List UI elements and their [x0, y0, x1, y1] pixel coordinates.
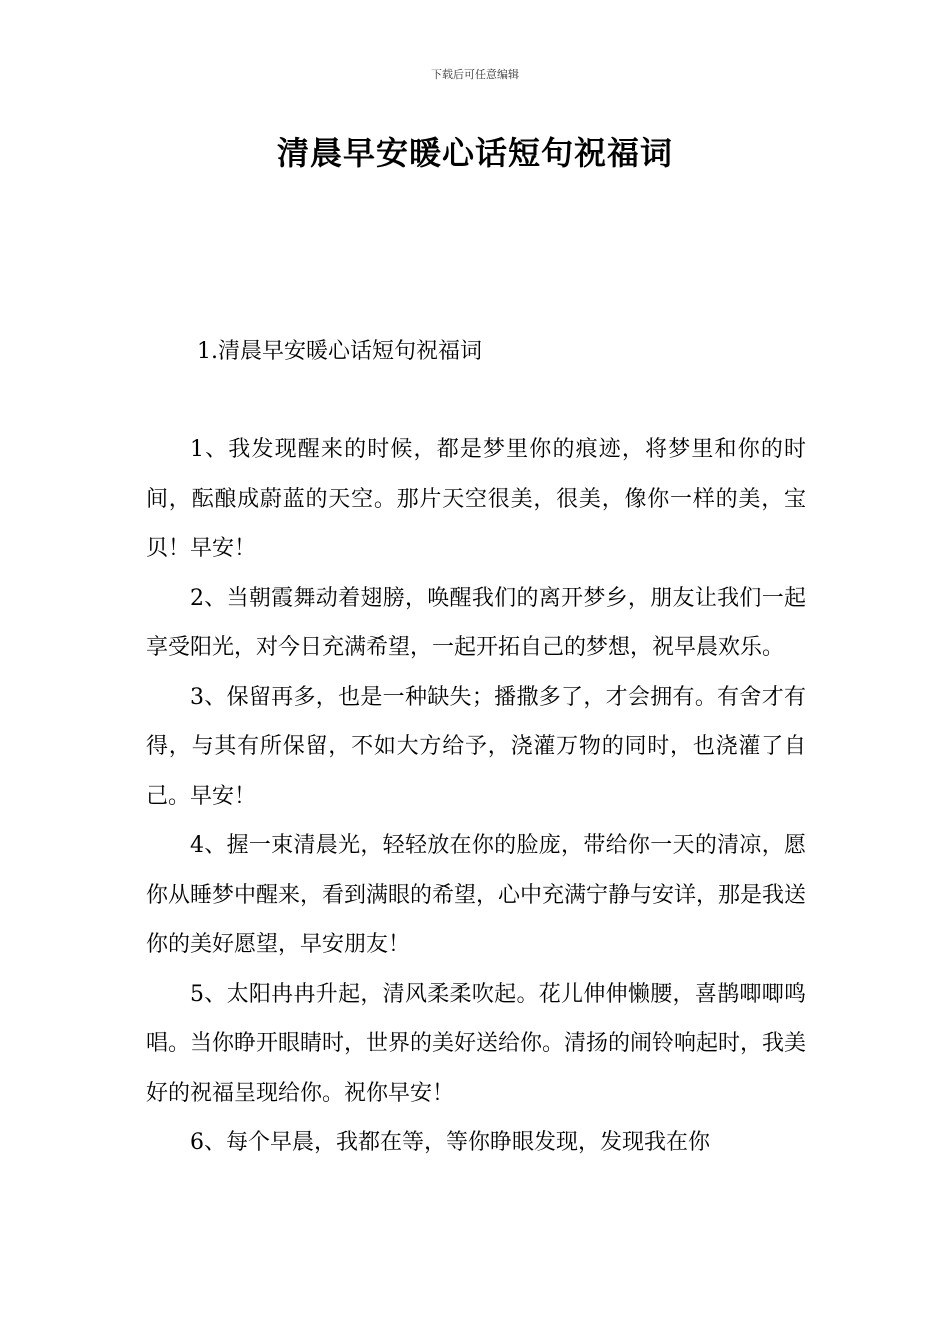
paragraph-2: 2、当朝霞舞动着翅膀，唤醒我们的离开梦乡，朋友让我们一起享受阳光，对今日充满希望，一起开拓自己的梦想，祝早晨欢乐。	[146, 585, 806, 660]
section-heading: 1.清晨早安暖心话短句祝福词	[197, 339, 482, 364]
paragraph-6: 6、每个早晨，我都在等，等你睁眼发现，发现我在你	[190, 1130, 710, 1155]
body-text	[146, 425, 806, 1168]
header-note: 下载后可任意编辑	[431, 68, 519, 81]
paragraph-3: 3、保留再多，也是一种缺失；播撒多了，才会拥有。有舍才有得，与其有所保留，不如大方给予，浇灌万物的同时，也浇灌了自己。早安！	[146, 684, 806, 809]
paragraph-5: 5、太阳冉冉升起，清风柔柔吹起。花儿伸伸懒腰，喜鹊唧唧鸣唱。当你睁开眼睛时，世界的美好送给你。清扬的闹铃响起时，我美好的祝福呈现给你。祝你早安！	[146, 981, 807, 1106]
paragraph-1: 1、我发现醒来的时候，都是梦里你的痕迹，将梦里和你的时间，酝酿成蔚蓝的天空。那片天空很美，很美，像你一样的美，宝贝！早安！	[146, 437, 806, 561]
paragraph-4: 4、握一束清晨光，轻轻放在你的脸庞，带给你一天的清凉，愿你从睡梦中醒来，看到满眼的希望，心中充满宁静与安详，那是我送你的美好愿望，早安朋友！	[146, 833, 807, 957]
document-title: 清晨早安暖心话短句祝福词	[276, 134, 673, 172]
